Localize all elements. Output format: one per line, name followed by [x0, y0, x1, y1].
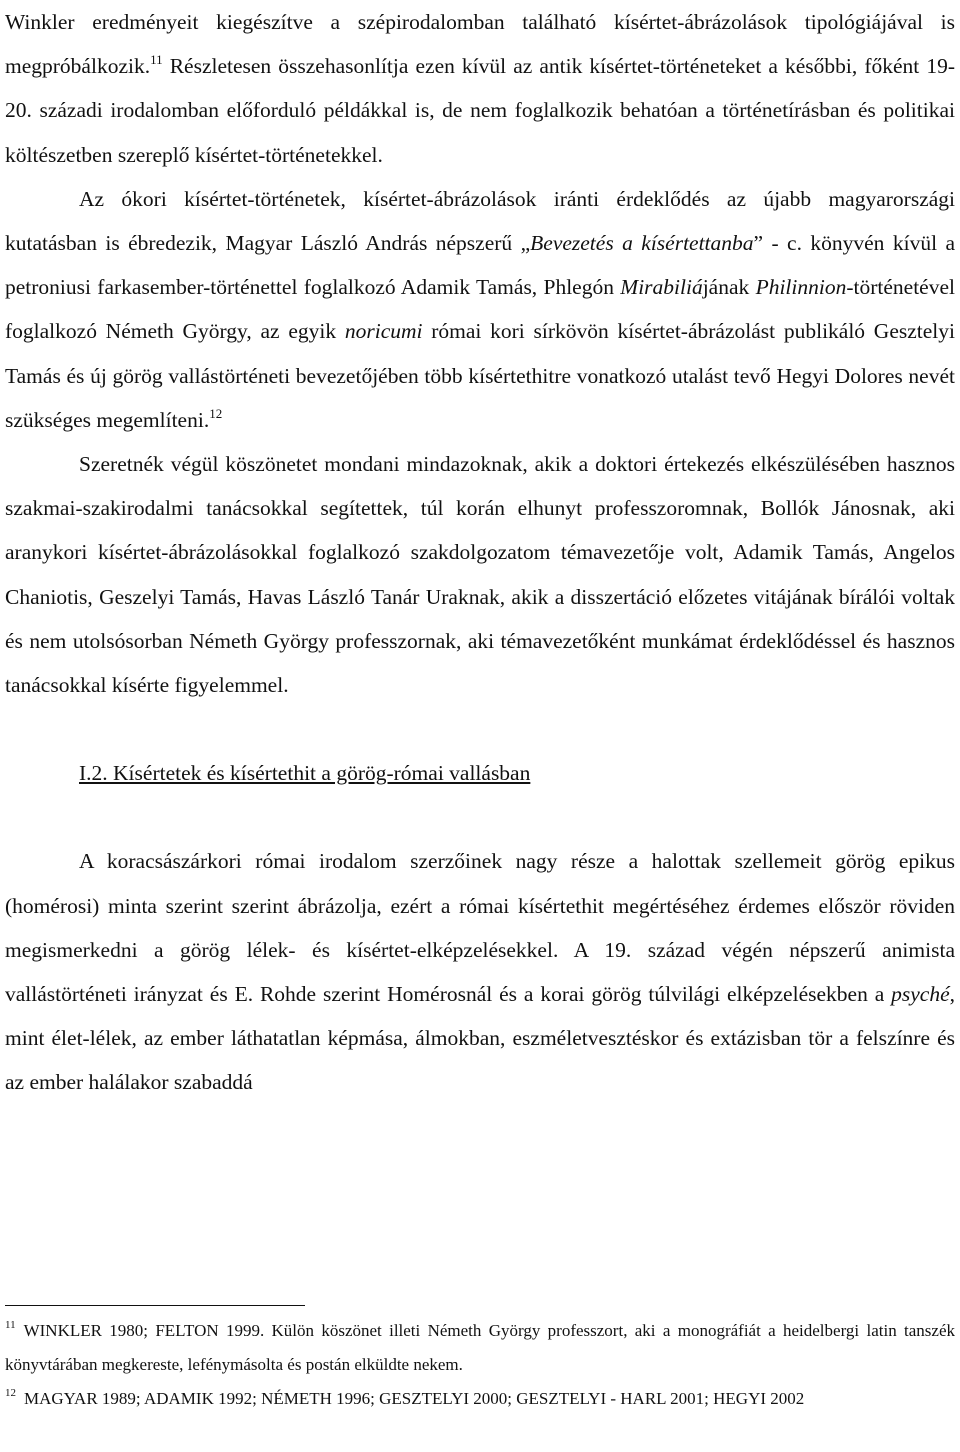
book-title: Bevezetés a kísértettanba	[530, 231, 754, 256]
paragraph-hungarian-research: Az ókori kísértet-történetek, kísértet-ábrázolások iránti érdeklődés az újabb magyarországi kutatásban is ébredezik, Magyar László András népszerű „Bevezetés a kísértettanba” - c. könyvén kívül a petroniusi farkasember-történettel foglalkozó Adamik Tamás, Phlegón Mirabiliájának Philinnion-történetével foglalkozó Németh György, az egyik noricumi római kori sírkövön kísértet-ábrázolást publikáló Gesztelyi Tamás és új görög vallástörténeti bevezetőjében több kísértethitre vonatkozó utalást tevő Hegyi Dolores nevét szükséges megemlíteni.$^{12}$	[5, 186, 955, 432]
paragraph-winkler: Winkler eredményeit kiegészítve a szépirodalomban található kísértet-ábrázolások tipológiájával is megpróbálkozik.$^{11}$ Részletesen összehasonlítja ezen kívül az antik kísértet-történeteket a későbbi, főként 19-20. századi irodalomban előforduló példákkal is, de nem foglalkozik behatóan a történetírásban és politikai költészetben szereplő kísértet-történetekkel.	[5, 10, 955, 167]
footnote-separator	[5, 1305, 305, 1306]
document-body	[5, 0, 955, 1105]
paragraph-greek-soul: A koracsászárkori római irodalom szerzőinek nagy része a halottak szellemeit görög epikus (homérosi) minta szerint szerint ábrázolja, ezért a római kísértethit megértéséhez érdemes először röviden megismerkedni a görög lélek- és kísértet-elképzelésekkel. A 19. század végén népszerű animista vallástörténeti irányzat és E. Rohde szerint Homérosnál és a korai görög túlvilági elképzelésekben a psyché, mint élet-lélek, az ember láthatatlan képmása, álmokban, eszméletvesztéskor és extázisban tör a felszínre és az ember halálakor szabaddá	[5, 849, 955, 1095]
footnotes	[5, 1314, 955, 1416]
footnote-ref-12[interactable]: 12	[209, 405, 223, 421]
footnote-12: $^{12}$ MAGYAR 1989; ADAMIK 1992; NÉMETH 1996; GESZTELYI 2000; GESZTELYI - HARL 2001; HEGYI 2002	[5, 1387, 805, 1408]
footnote-ref-11[interactable]: 11	[150, 52, 163, 68]
paragraph-acknowledgements: Szeretnék végül köszönetet mondani mindazoknak, akik a doktori értekezés elkészülésében hasznos szakmai-szakirodalmi tanácsokkal segítettek, túl korán elhunyt professzoromnak, Bollók Jánosnak, aki aranykori kísértet-ábrázolásokkal foglalkozó szakdolgozatom témavezetője volt, Adamik Tamás, Angelos Chaniotis, Geszelyi Tamás, Havas László Tanár Uraknak, akik a disszertáció előzetes vitájának bírálói voltak és nem utolsósorban Németh György professzornak, aki témavezetőként munkámat érdeklődéssel és hasznos tanácsokkal kísérte figyelemmel.	[5, 452, 955, 698]
section-heading: I.2. Kísértetek és kísértethit a görög-római vallásban	[79, 761, 531, 786]
footnote-11: $^{11}$ WINKLER 1980; FELTON 1999. Külön köszönet illeti Németh György professzort, aki a monográfiát a heidelbergi latin tanszék könyvtárában megkereste, lefénymásolta és postán elküldte nekem.	[5, 1319, 955, 1374]
